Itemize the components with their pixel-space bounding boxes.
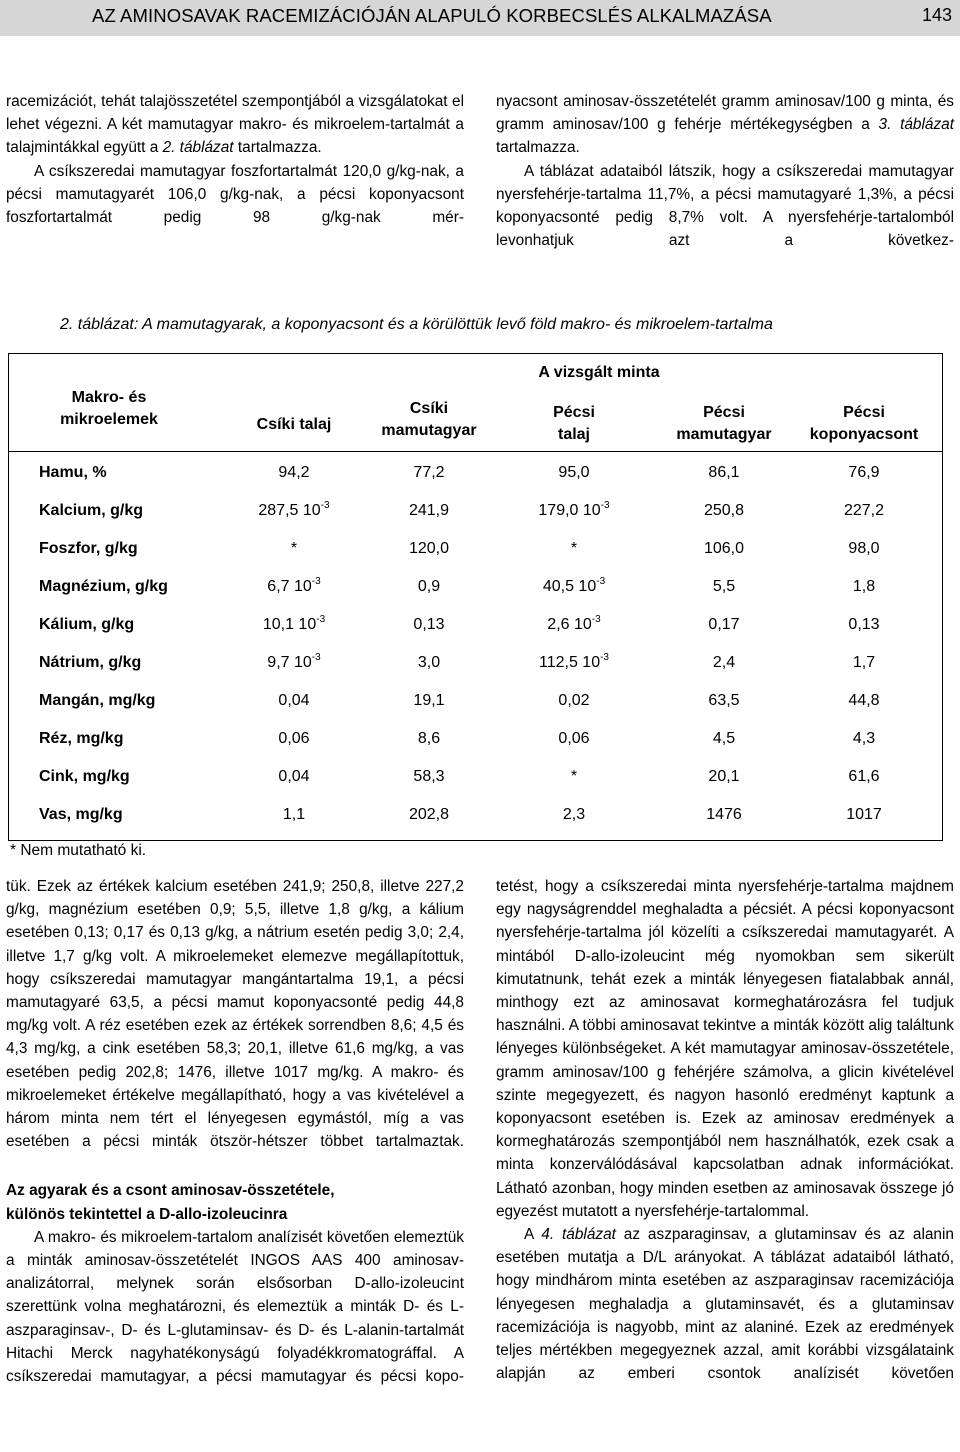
table-cell: [664, 578, 784, 596]
table-footnote: * Nem mutatható ki.: [10, 842, 147, 859]
header-line: Csíki: [409, 400, 449, 417]
table-cell: [514, 806, 634, 824]
table-cell: [804, 464, 924, 482]
paragraph: [496, 1223, 954, 1385]
table-cell: [664, 654, 784, 672]
column-header: [784, 402, 944, 446]
table-cell: [664, 616, 784, 634]
table-cell: [514, 768, 634, 786]
table-cell: [369, 692, 489, 710]
exponent: -3: [311, 652, 321, 663]
table-cell: [234, 692, 354, 710]
cell-value: 40,5 10: [542, 578, 597, 595]
column-header: [644, 402, 804, 446]
row-label: Foszfor, g/kg: [39, 540, 138, 557]
text-run: tartalmazza.: [233, 139, 322, 157]
cell-value: 0,13: [413, 616, 445, 633]
table-cell: [804, 768, 924, 786]
row-label: Mangán, mg/kg: [39, 692, 156, 709]
text-run: tartalmazza.: [496, 139, 580, 157]
cell-value: *: [290, 540, 298, 557]
paragraph: [6, 90, 464, 160]
row-label: Cink, mg/kg: [39, 768, 130, 785]
cell-value: 106,0: [703, 540, 745, 557]
table-cell: [664, 692, 784, 710]
header-line: mikroelemek: [60, 411, 158, 428]
paragraph: tük. Ezek az értékek kalcium esetében 241,9; 250,8, illetve 227,2 g/kg, magnézium esetében 0,9; 5,5, illetve 1,8 g/kg, a kálium esetében 0,13; 0,17 és 0,13 g/kg, a nátrium esetén pedig 3,0; 2,4, illetve 1,7 g/kg volt. A mikroelemeket elemezve megállapítottuk, hogy csíkszeredai mamutagyar mangántartalma 19,1, a pécsi mamutagyaré 63,5, a pécsi mamut koponyacsonté pedig 44,8 mg/kg volt. A réz esetében ezek az értékek sorrendben 8,6; 4,5 és 4,3 mg/kg, a cink esetében 58,3; 20,1, illetve 61,6 mg/kg, a vas esetében pedig 202,8; 1476, illetve 1017 mg/kg. A makro- és mikroelemeket értékelve megállapítható, hogy a vas kivételével a három minta nem tért el lényegesen egymástól, míg a vas esetében a pécsi minták ötször-hétszer többet tartalmaztak.: [6, 878, 464, 1151]
exponent: -3: [320, 500, 330, 511]
table-cell: [234, 502, 354, 520]
cell-value: 287,5 10: [258, 502, 321, 519]
table-cell: [514, 730, 634, 748]
table-cell: [234, 730, 354, 748]
table-cell: [369, 654, 489, 672]
cell-value: 1,1: [282, 806, 306, 823]
page-number: 143: [921, 5, 952, 25]
cell-value: 112,5 10: [539, 654, 601, 671]
cell-value: 19,1: [413, 692, 445, 709]
cell-value: 0,06: [278, 730, 310, 747]
table-cell: [804, 502, 924, 520]
cell-value: 5,5: [712, 578, 736, 595]
header-line: mamutagyar: [381, 422, 477, 439]
table-cell: [369, 464, 489, 482]
cell-value: 179,0 10: [538, 502, 601, 519]
row-label: Magnézium, g/kg: [39, 578, 168, 595]
table-cell: [369, 616, 489, 634]
header-line: talaj: [557, 426, 590, 443]
cell-value: *: [570, 540, 578, 557]
table-cell: [664, 768, 784, 786]
cell-value: 2,3: [562, 806, 586, 823]
cell-value: 0,02: [558, 692, 590, 709]
exponent: -3: [600, 500, 610, 511]
cell-value: 20,1: [708, 768, 740, 785]
cell-value: 44,8: [848, 692, 880, 709]
cell-value: 241,9: [408, 502, 450, 519]
cell-value: 0,13: [848, 616, 880, 633]
cell-value: 10,1 10: [262, 616, 317, 633]
cell-value: 0,9: [417, 578, 441, 595]
table-cell: [664, 540, 784, 558]
exponent: -3: [591, 614, 601, 625]
table-cell: [234, 464, 354, 482]
table-cell: [369, 768, 489, 786]
cell-value: 1476: [706, 806, 742, 823]
cell-value: 86,1: [708, 464, 740, 481]
paragraph: tetést, hogy a csíkszeredai minta nyersfehérje-tartalma majdnem egy nagyságrenddel meghaladta a pécsiét. A pécsi koponyacsont nyersfehérje-tartalma jól közelíti a csíkszeredai mamutagyarét. A mintából D-allo-izoleucint még nyomokban sem sikerült kimutatnunk, tehát ezek a minták lényegesen fiatalabbak annál, minthogy ezt az aminosavat kormeghatározásra fel tudjuk használni. A többi aminosavat tekintve a minták között alig találtunk lényeges különbségeket. A két mamutagyar aminosav-összetétele, gramm aminosav/100 g fehérjére számolva, a glicin kivételével szinte megegyezett, és nagyon hasonló eredményt kaptunk a koponyacsont esetében is. Ezek az aminosav eredmények a kormeghatározás szempontjából nem használhatók, ezek csak a minta konzerválódásával kapcsolatban adnak információkat. Látható azonban, hogy minden esetben az aminosavak összege jó egyezést mutatott a nyersfehérje-tartalommal.: [496, 878, 954, 1220]
paragraph: A makro- és mikroelem-tartalom analízisét követően elemeztük a minták aminosav-összetételét INGOS AAS 400 aminosav-analizátorral, melynek során elsősorban D-allo-izoleucint szerettünk volna meghatározni, és elemeztük a minták D- és L-aszparaginsav-, D- és L-glutaminsav- és D- és L-alanin-tartalmát Hitachi Merck nagyhatékonyságú folyadékkromatográffal. A csíkszeredai mamutagyar, a pécsi mamutagyar és pécsi kopo-: [6, 1228, 464, 1386]
text-column-bottom-left: [6, 875, 464, 1388]
cell-value: 1,8: [852, 578, 876, 595]
table-cell: [514, 578, 634, 596]
table-cell: [664, 502, 784, 520]
cell-value: 0,06: [558, 730, 590, 747]
table-cell: [804, 578, 924, 596]
table-cell: [234, 654, 354, 672]
exponent: -3: [596, 576, 606, 587]
cell-value: 120,0: [408, 540, 450, 557]
header-cell-elements: [39, 387, 179, 431]
table-cell: [664, 730, 784, 748]
text-run: A: [524, 1226, 542, 1244]
table-reference: 4. táblázat: [541, 1226, 616, 1244]
exponent: -3: [600, 652, 609, 663]
element-table: [8, 353, 943, 841]
paragraph: A csíkszeredai mamutagyar foszfortartalmát 120,0 g/kg-nak, a pécsi mamutagyarét 106,0 g/kg-nak, a pécsi koponyacsont foszfortartalmát pedig 98 g/kg-nak mér-: [6, 162, 464, 227]
row-label: Hamu, %: [39, 464, 107, 481]
table-cell: [804, 654, 924, 672]
cell-value: 202,8: [408, 806, 450, 823]
table-cell: [234, 806, 354, 824]
table-cell: [514, 540, 634, 558]
caption-text: 2. táblázat: A mamutagyarak, a koponyacsont és a körülöttük levő föld makro- és mikroelem-tartalma: [60, 316, 773, 333]
table-cell: [234, 616, 354, 634]
table-cell: [369, 730, 489, 748]
cell-value: 6,7 10: [267, 578, 312, 595]
group-header: A vizsgált minta: [538, 364, 660, 381]
cell-value: 76,9: [848, 464, 880, 481]
cell-value: 1017: [846, 806, 882, 823]
header-line: mamutagyar: [676, 426, 772, 443]
cell-value: 61,6: [848, 768, 880, 785]
cell-value: 98,0: [848, 540, 880, 557]
table-reference: 3. táblázat: [878, 116, 954, 134]
cell-value: 2,4: [712, 654, 736, 671]
cell-value: 4,5: [712, 730, 736, 747]
table-cell: [234, 578, 354, 596]
row-label: Kalcium, g/kg: [39, 502, 144, 519]
text-column-top-left: [6, 90, 464, 229]
table-cell: [514, 692, 634, 710]
table-cell: [514, 616, 634, 634]
table-cell: [804, 616, 924, 634]
text-column-bottom-right: [496, 875, 954, 1385]
cell-value: 3,0: [417, 654, 441, 671]
text-run: az aszparaginsav, a glutaminsav és az alanin esetében mutatja a D/L arányokat. A táblázat adataiból látható, hogy mindhárom minta esetében az aszparaginsav racemizációja lényegesen meghaladja a glutaminsavét, és a glutaminsav racemizációja is nagyobb, mint az alaniné. Ezek az eredmények teljes mértékben megegyeznek azzal, amit korábbi vizsgálataink alapján az emberi csontok analízisét követően: [496, 1226, 954, 1383]
header-line: koponyacsont: [809, 426, 919, 443]
row-label: Vas, mg/kg: [39, 806, 123, 823]
text-run: nyacsont aminosav-összetételét gramm aminosav/100 g minta, és gramm aminosav/100 g fehérje mértékegységben a: [496, 93, 954, 134]
cell-value: 9,7 10: [267, 654, 312, 671]
table-caption: [60, 316, 940, 334]
cell-value: 0,04: [278, 692, 310, 709]
table-cell: [514, 654, 634, 672]
column-header: [494, 402, 654, 446]
cell-value: 4,3: [852, 730, 876, 747]
cell-value: 0,17: [708, 616, 740, 633]
cell-value: 95,0: [558, 464, 590, 481]
cell-value: 2,6 10: [547, 616, 592, 633]
table-cell: [664, 806, 784, 824]
table-cell: [804, 540, 924, 558]
table-cell: [369, 540, 489, 558]
table-cell: [234, 768, 354, 786]
table-cell: [804, 806, 924, 824]
cell-value: 250,8: [703, 502, 745, 519]
table-cell: [514, 502, 634, 520]
table-cell: [664, 464, 784, 482]
running-header: [0, 0, 960, 36]
column-header: [349, 398, 509, 442]
table-cell: [234, 540, 354, 558]
table-cell: [369, 806, 489, 824]
cell-value: 77,2: [413, 464, 445, 481]
cell-value: 58,3: [413, 768, 445, 785]
table-cell: [369, 578, 489, 596]
cell-value: 8,6: [417, 730, 441, 747]
table-cell: [804, 692, 924, 710]
header-title: AZ AMINOSAVAK RACEMIZÁCIÓJÁN ALAPULÓ KORBECSLÉS ALKALMAZÁSA: [92, 5, 772, 26]
cell-value: 94,2: [278, 464, 310, 481]
heading-line: Az agyarak és a csont aminosav-összetétele,: [6, 1182, 335, 1200]
header-line: Pécsi: [703, 404, 745, 421]
table-reference: 2. táblázat: [162, 139, 234, 157]
row-label: Nátrium, g/kg: [39, 654, 142, 671]
cell-value: *: [570, 768, 578, 785]
header-line: Makro- és: [71, 389, 147, 406]
text-run: racemizációt, tehát talajösszetétel szempontjából a vizsgálatokat el lehet végezni. A két mamutagyar makro- és mikroelem-tartalmát a talajmintákkal együtt a: [6, 93, 464, 157]
header-line: Csíki talaj: [256, 416, 332, 433]
exponent: -3: [311, 576, 321, 587]
table-cell: [514, 464, 634, 482]
heading-line: különös tekintettel a D-allo-izoleucinra: [6, 1205, 288, 1223]
cell-value: 63,5: [708, 692, 740, 709]
table-cell: [804, 730, 924, 748]
header-line: Pécsi: [553, 404, 595, 421]
cell-value: 227,2: [843, 502, 885, 519]
row-label: Kálium, g/kg: [39, 616, 135, 633]
text-column-top-right: [496, 90, 954, 252]
row-label: Réz, mg/kg: [39, 730, 124, 747]
exponent: -3: [316, 614, 326, 625]
paragraph: [496, 90, 954, 160]
header-rule: [9, 451, 942, 452]
paragraph: A táblázat adataiból látszik, hogy a csíkszeredai mamutagyar nyersfehérje-tartalma 11,7%, a pécsi mamutagyaré 1,3%, a pécsi koponyacsonté pedig 8,7% volt. A nyersfehérje-tartalomból levonhatjuk azt a következ-: [496, 162, 954, 250]
header-line: Pécsi: [843, 404, 885, 421]
section-heading: [6, 1179, 464, 1225]
table-cell: [369, 502, 489, 520]
cell-value: 1,7: [852, 654, 876, 671]
cell-value: 0,04: [278, 768, 310, 785]
